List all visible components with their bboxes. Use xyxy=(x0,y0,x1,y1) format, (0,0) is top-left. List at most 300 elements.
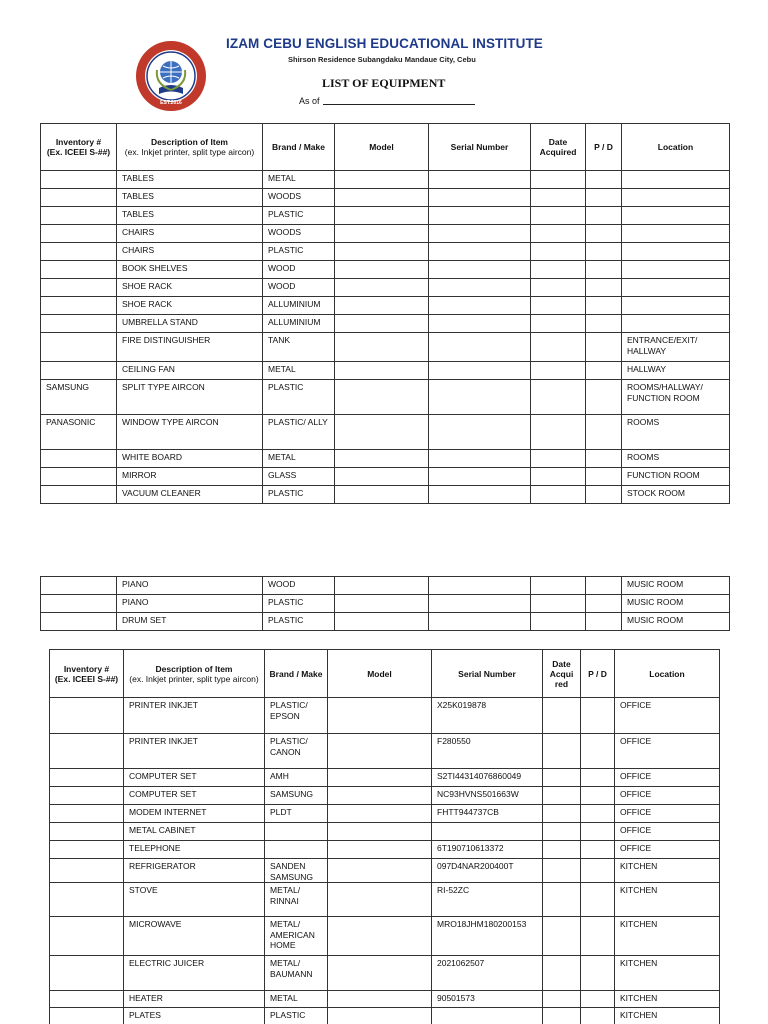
description-cell: MICROWAVE xyxy=(124,917,265,956)
inventory-cell xyxy=(41,333,117,362)
table-row xyxy=(41,333,730,362)
date-cell xyxy=(543,917,581,956)
location-cell: ROOMS xyxy=(622,450,730,468)
serial-cell xyxy=(429,207,531,225)
as-of-blank-line[interactable] xyxy=(323,104,475,105)
model-cell xyxy=(335,486,429,504)
pd-cell xyxy=(586,468,622,486)
pd-cell xyxy=(581,787,615,805)
date-cell xyxy=(531,468,586,486)
date-cell xyxy=(531,261,586,279)
equipment-table-2 xyxy=(40,576,730,631)
pd-cell xyxy=(586,613,622,631)
table-row xyxy=(50,991,720,1008)
as-of-label: As of xyxy=(299,96,320,106)
table-body xyxy=(41,577,730,631)
header-serial: Serial Number xyxy=(429,124,531,171)
location-cell: ENTRANCE/EXIT/ HALLWAY xyxy=(622,333,730,362)
description-cell: COMPUTER SET xyxy=(124,769,265,787)
model-cell xyxy=(335,315,429,333)
serial-cell xyxy=(429,450,531,468)
pd-cell xyxy=(581,698,615,734)
date-cell xyxy=(543,1008,581,1024)
serial-cell: F280550 xyxy=(432,734,543,769)
equipment-table-1 xyxy=(40,123,730,504)
description-cell: CHAIRS xyxy=(117,225,263,243)
location-cell: KITCHEN xyxy=(615,917,720,956)
as-of-field xyxy=(299,96,475,106)
location-cell: FUNCTION ROOM xyxy=(622,468,730,486)
brand-cell: METAL xyxy=(263,171,335,189)
serial-cell xyxy=(429,415,531,450)
brand-cell: GLASS xyxy=(263,468,335,486)
brand-cell xyxy=(265,841,328,859)
pd-cell xyxy=(581,991,615,1008)
table-row xyxy=(41,486,730,504)
location-cell: OFFICE xyxy=(615,841,720,859)
description-cell: PIANO xyxy=(117,595,263,613)
pd-cell xyxy=(581,956,615,991)
brand-cell: SAMSUNG xyxy=(265,787,328,805)
model-cell xyxy=(335,333,429,362)
serial-cell: 90501573 xyxy=(432,991,543,1008)
header-date: Date Acqui red xyxy=(543,650,581,698)
model-cell xyxy=(335,171,429,189)
serial-cell xyxy=(429,297,531,315)
serial-cell xyxy=(432,1008,543,1024)
model-cell xyxy=(335,261,429,279)
model-cell xyxy=(328,823,432,841)
serial-cell: NC93HVNS501663W xyxy=(432,787,543,805)
model-cell xyxy=(328,917,432,956)
serial-cell: 6T190710613372 xyxy=(432,841,543,859)
date-cell xyxy=(531,415,586,450)
inventory-cell xyxy=(41,468,117,486)
location-cell: OFFICE xyxy=(615,823,720,841)
table-row xyxy=(41,362,730,380)
brand-cell: PLASTIC/ EPSON xyxy=(265,698,328,734)
serial-cell: MRO18JHM180200153 xyxy=(432,917,543,956)
institute-name: IZAM CEBU ENGLISH EDUCATIONAL INSTITUTE xyxy=(226,36,543,51)
brand-cell: METAL/ AMERICAN HOME xyxy=(265,917,328,956)
description-cell: WINDOW TYPE AIRCON xyxy=(117,415,263,450)
serial-cell xyxy=(429,595,531,613)
table-header-row xyxy=(50,650,720,698)
model-cell xyxy=(328,859,432,883)
brand-cell: WOODS xyxy=(263,225,335,243)
table-row xyxy=(41,595,730,613)
equipment-table-3 xyxy=(49,649,720,1024)
description-cell: PRINTER INKJET xyxy=(124,698,265,734)
inventory-cell xyxy=(50,841,124,859)
serial-cell xyxy=(429,189,531,207)
description-cell: TABLES xyxy=(117,207,263,225)
inventory-cell xyxy=(50,917,124,956)
model-cell xyxy=(328,805,432,823)
table-row xyxy=(50,805,720,823)
inventory-cell xyxy=(41,486,117,504)
header-inventory: Inventory # (Ex. ICEEI S-##) xyxy=(41,124,117,171)
inventory-cell xyxy=(41,613,117,631)
model-cell xyxy=(335,225,429,243)
model-cell xyxy=(328,698,432,734)
inventory-cell xyxy=(41,207,117,225)
table-row xyxy=(41,189,730,207)
table-row xyxy=(50,859,720,883)
date-cell xyxy=(531,450,586,468)
model-cell xyxy=(335,279,429,297)
location-cell: ROOMS/HALLWAY/ FUNCTION ROOM xyxy=(622,380,730,415)
table-row xyxy=(41,613,730,631)
inventory-cell xyxy=(50,805,124,823)
description-cell: SHOE RACK xyxy=(117,279,263,297)
table-row xyxy=(41,207,730,225)
brand-cell: ALLUMINIUM xyxy=(263,315,335,333)
description-cell: PLATES xyxy=(124,1008,265,1024)
serial-cell: S2TI44314076860049 xyxy=(432,769,543,787)
institute-address: Shirson Residence Subangdaku Mandaue City, Cebu xyxy=(288,55,476,64)
model-cell xyxy=(335,613,429,631)
pd-cell xyxy=(586,189,622,207)
inventory-cell xyxy=(50,734,124,769)
header-pd: P / D xyxy=(586,124,622,171)
table-row xyxy=(50,841,720,859)
location-cell xyxy=(622,279,730,297)
date-cell xyxy=(531,207,586,225)
model-cell xyxy=(335,243,429,261)
brand-cell: ALLUMINIUM xyxy=(263,297,335,315)
table-row xyxy=(50,734,720,769)
date-cell xyxy=(531,333,586,362)
serial-cell xyxy=(429,225,531,243)
location-cell: STOCK ROOM xyxy=(622,486,730,504)
pd-cell xyxy=(581,734,615,769)
table-body xyxy=(41,171,730,504)
brand-cell: PLASTIC xyxy=(263,613,335,631)
table-row xyxy=(50,698,720,734)
inventory-cell: SAMSUNG xyxy=(41,380,117,415)
brand-cell: METAL xyxy=(263,450,335,468)
pd-cell xyxy=(586,207,622,225)
svg-text:EST.2016: EST.2016 xyxy=(160,100,182,106)
model-cell xyxy=(328,841,432,859)
header-description: Description of Item (ex. Inkjet printer, split type aircon) xyxy=(117,124,263,171)
model-cell xyxy=(335,362,429,380)
description-cell: TABLES xyxy=(117,189,263,207)
location-cell xyxy=(622,315,730,333)
brand-cell: METAL/ RINNAI xyxy=(265,883,328,917)
institute-logo-icon xyxy=(135,40,207,112)
pd-cell xyxy=(586,577,622,595)
pd-cell xyxy=(586,261,622,279)
location-cell xyxy=(622,297,730,315)
description-cell: MODEM INTERNET xyxy=(124,805,265,823)
table-row xyxy=(41,315,730,333)
table-row xyxy=(41,171,730,189)
description-cell: UMBRELLA STAND xyxy=(117,315,263,333)
serial-cell xyxy=(429,380,531,415)
brand-cell: PLASTIC xyxy=(263,243,335,261)
location-cell: HALLWAY xyxy=(622,362,730,380)
location-cell: KITCHEN xyxy=(615,956,720,991)
table-row xyxy=(50,787,720,805)
header-brand: Brand / Make xyxy=(265,650,328,698)
inventory-cell xyxy=(41,315,117,333)
inventory-cell xyxy=(41,595,117,613)
brand-cell: WOOD xyxy=(263,261,335,279)
inventory-cell xyxy=(50,991,124,1008)
model-cell xyxy=(335,297,429,315)
brand-cell: SANDEN SAMSUNG xyxy=(265,859,328,883)
date-cell xyxy=(543,805,581,823)
brand-cell: PLASTIC xyxy=(263,207,335,225)
table-row xyxy=(41,261,730,279)
inventory-cell xyxy=(41,261,117,279)
pd-cell xyxy=(586,279,622,297)
table-row xyxy=(50,769,720,787)
description-cell: STOVE xyxy=(124,883,265,917)
brand-cell: PLASTIC xyxy=(263,595,335,613)
table-body xyxy=(50,698,720,1024)
location-cell: OFFICE xyxy=(615,787,720,805)
date-cell xyxy=(543,991,581,1008)
location-cell xyxy=(622,207,730,225)
description-cell: COMPUTER SET xyxy=(124,787,265,805)
pd-cell xyxy=(586,450,622,468)
pd-cell xyxy=(581,883,615,917)
location-cell: KITCHEN xyxy=(615,1008,720,1024)
model-cell xyxy=(335,595,429,613)
brand-cell: TANK xyxy=(263,333,335,362)
model-cell xyxy=(335,189,429,207)
model-cell xyxy=(335,207,429,225)
inventory-cell xyxy=(41,279,117,297)
date-cell xyxy=(531,613,586,631)
header-inventory: Inventory # (Ex. ICEEI S-##) xyxy=(50,650,124,698)
brand-cell: AMH xyxy=(265,769,328,787)
header-description: Description of Item (ex. Inkjet printer, split type aircon) xyxy=(124,650,265,698)
table-row xyxy=(41,243,730,261)
pd-cell xyxy=(586,415,622,450)
brand-cell: PLASTIC/ CANON xyxy=(265,734,328,769)
brand-cell: METAL xyxy=(265,991,328,1008)
serial-cell xyxy=(429,486,531,504)
serial-cell xyxy=(429,279,531,297)
pd-cell xyxy=(586,362,622,380)
date-cell xyxy=(543,734,581,769)
table-row xyxy=(50,917,720,956)
inventory-cell xyxy=(50,956,124,991)
serial-cell xyxy=(429,468,531,486)
model-cell xyxy=(328,883,432,917)
location-cell: MUSIC ROOM xyxy=(622,613,730,631)
inventory-cell xyxy=(50,859,124,883)
location-cell: MUSIC ROOM xyxy=(622,595,730,613)
description-cell: ELECTRIC JUICER xyxy=(124,956,265,991)
location-cell: OFFICE xyxy=(615,698,720,734)
inventory-cell xyxy=(50,698,124,734)
pd-cell xyxy=(581,823,615,841)
description-cell: WHITE BOARD xyxy=(117,450,263,468)
date-cell xyxy=(531,380,586,415)
pd-cell xyxy=(586,171,622,189)
serial-cell xyxy=(429,577,531,595)
pd-cell xyxy=(581,1008,615,1024)
model-cell xyxy=(335,450,429,468)
table-row xyxy=(41,450,730,468)
description-cell: REFRIGERATOR xyxy=(124,859,265,883)
description-cell: METAL CABINET xyxy=(124,823,265,841)
description-cell: TABLES xyxy=(117,171,263,189)
description-cell: VACUUM CLEANER xyxy=(117,486,263,504)
inventory-cell xyxy=(50,1008,124,1024)
date-cell xyxy=(543,859,581,883)
serial-cell xyxy=(429,315,531,333)
header-brand: Brand / Make xyxy=(263,124,335,171)
serial-cell xyxy=(429,171,531,189)
model-cell xyxy=(328,1008,432,1024)
table-row xyxy=(41,225,730,243)
table-row xyxy=(50,956,720,991)
serial-cell xyxy=(429,333,531,362)
inventory-cell xyxy=(41,297,117,315)
date-cell xyxy=(531,279,586,297)
date-cell xyxy=(531,362,586,380)
model-cell xyxy=(335,380,429,415)
date-cell xyxy=(531,577,586,595)
model-cell xyxy=(328,769,432,787)
location-cell: OFFICE xyxy=(615,769,720,787)
description-cell: FIRE DISTINGUISHER xyxy=(117,333,263,362)
description-cell: CHAIRS xyxy=(117,243,263,261)
pd-cell xyxy=(586,315,622,333)
model-cell xyxy=(335,415,429,450)
date-cell xyxy=(543,787,581,805)
pd-cell xyxy=(586,486,622,504)
location-cell: KITCHEN xyxy=(615,991,720,1008)
date-cell xyxy=(531,315,586,333)
serial-cell xyxy=(429,613,531,631)
table-row xyxy=(41,380,730,415)
model-cell xyxy=(328,956,432,991)
pd-cell xyxy=(586,333,622,362)
pd-cell xyxy=(581,859,615,883)
inventory-cell xyxy=(50,787,124,805)
date-cell xyxy=(543,883,581,917)
inventory-cell xyxy=(41,362,117,380)
description-cell: BOOK SHELVES xyxy=(117,261,263,279)
date-cell xyxy=(543,841,581,859)
brand-cell: WOOD xyxy=(263,279,335,297)
serial-cell xyxy=(429,261,531,279)
header-pd: P / D xyxy=(581,650,615,698)
serial-cell xyxy=(429,243,531,261)
table-row xyxy=(41,468,730,486)
location-cell: OFFICE xyxy=(615,734,720,769)
date-cell xyxy=(543,956,581,991)
brand-cell xyxy=(265,823,328,841)
location-cell xyxy=(622,171,730,189)
header-location: Location xyxy=(615,650,720,698)
brand-cell: PLASTIC xyxy=(263,380,335,415)
table-row xyxy=(50,823,720,841)
table-header-row xyxy=(41,124,730,171)
inventory-cell xyxy=(41,225,117,243)
table-row xyxy=(41,415,730,450)
header-date: Date Acquired xyxy=(531,124,586,171)
inventory-cell: PANASONIC xyxy=(41,415,117,450)
table-row xyxy=(41,577,730,595)
date-cell xyxy=(543,769,581,787)
date-cell xyxy=(531,595,586,613)
pd-cell xyxy=(581,917,615,956)
location-cell xyxy=(622,225,730,243)
location-cell xyxy=(622,243,730,261)
date-cell xyxy=(543,823,581,841)
description-cell: SHOE RACK xyxy=(117,297,263,315)
brand-cell: PLDT xyxy=(265,805,328,823)
date-cell xyxy=(531,225,586,243)
inventory-cell xyxy=(41,577,117,595)
brand-cell: PLASTIC xyxy=(265,1008,328,1024)
header-model: Model xyxy=(335,124,429,171)
pd-cell xyxy=(586,297,622,315)
inventory-cell xyxy=(50,769,124,787)
header-location: Location xyxy=(622,124,730,171)
date-cell xyxy=(531,486,586,504)
model-cell xyxy=(335,577,429,595)
serial-cell: X25K019878 xyxy=(432,698,543,734)
page-header xyxy=(0,0,768,115)
model-cell xyxy=(335,468,429,486)
pd-cell xyxy=(586,225,622,243)
serial-cell xyxy=(429,362,531,380)
brand-cell: WOOD xyxy=(263,577,335,595)
table-row xyxy=(50,883,720,917)
date-cell xyxy=(531,189,586,207)
inventory-cell xyxy=(41,243,117,261)
inventory-cell xyxy=(41,450,117,468)
description-cell: DRUM SET xyxy=(117,613,263,631)
description-cell: HEATER xyxy=(124,991,265,1008)
table-row xyxy=(50,1008,720,1024)
date-cell xyxy=(531,297,586,315)
description-cell: PRINTER INKJET xyxy=(124,734,265,769)
model-cell xyxy=(328,787,432,805)
brand-cell: METAL/ BAUMANN xyxy=(265,956,328,991)
date-cell xyxy=(543,698,581,734)
model-cell xyxy=(328,734,432,769)
description-cell: MIRROR xyxy=(117,468,263,486)
serial-cell: 2021062507 xyxy=(432,956,543,991)
brand-cell: WOODS xyxy=(263,189,335,207)
description-cell: CEILING FAN xyxy=(117,362,263,380)
table-row xyxy=(41,297,730,315)
description-cell: SPLIT TYPE AIRCON xyxy=(117,380,263,415)
document-title: LIST OF EQUIPMENT xyxy=(322,76,446,90)
location-cell: ROOMS xyxy=(622,415,730,450)
inventory-cell xyxy=(41,171,117,189)
location-cell xyxy=(622,261,730,279)
brand-cell: PLASTIC/ ALLY xyxy=(263,415,335,450)
location-cell xyxy=(622,189,730,207)
location-cell: OFFICE xyxy=(615,805,720,823)
serial-cell: FHTT944737CB xyxy=(432,805,543,823)
serial-cell xyxy=(432,823,543,841)
model-cell xyxy=(328,991,432,1008)
description-cell: TELEPHONE xyxy=(124,841,265,859)
location-cell: KITCHEN xyxy=(615,859,720,883)
